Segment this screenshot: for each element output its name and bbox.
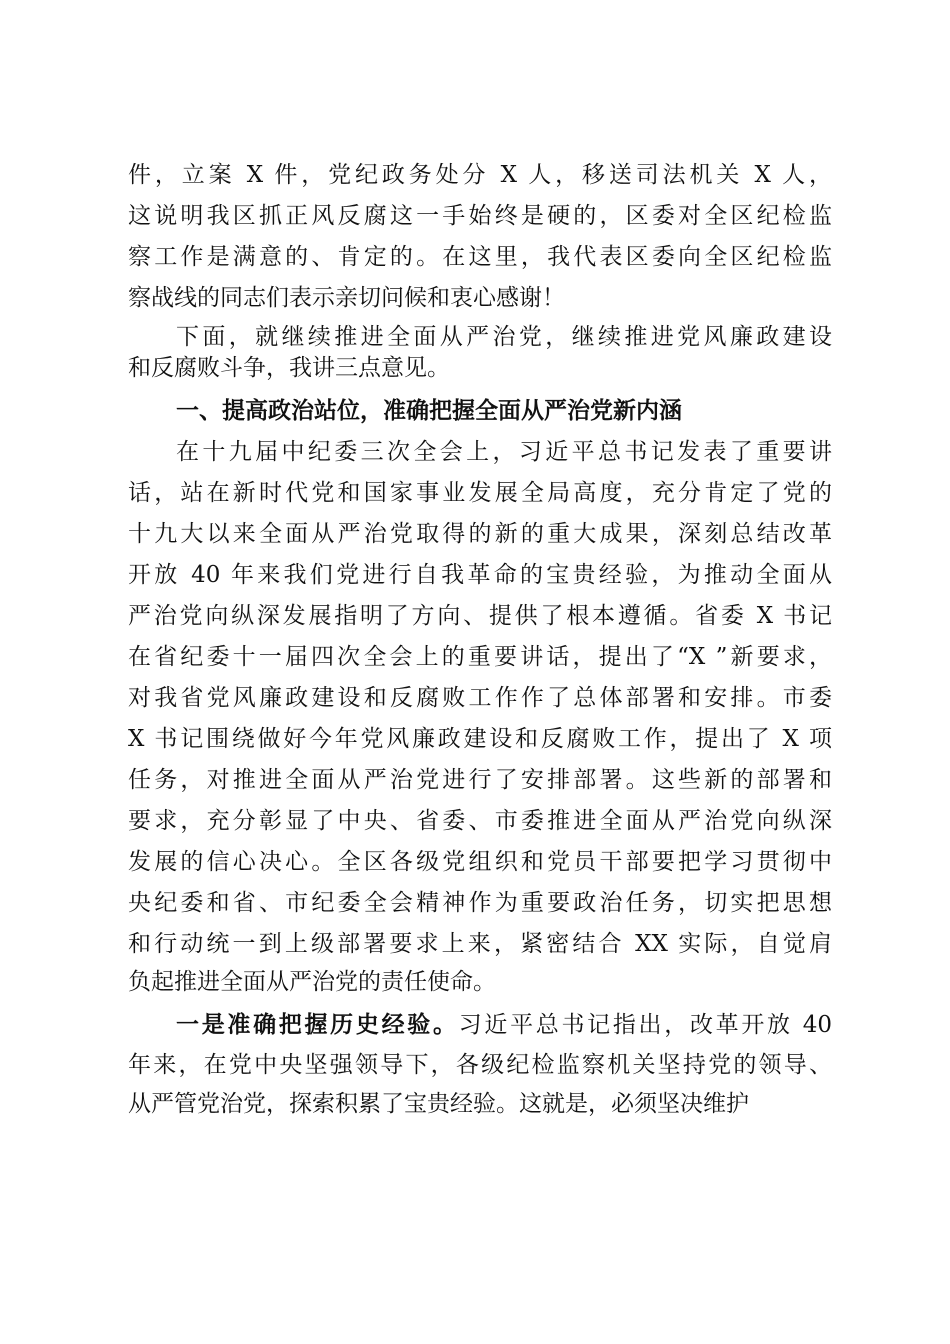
- text-line: 任务，对推进全面从严治党进行了安排部署。这些新的部署和: [128, 767, 832, 793]
- text-line: [176, 1005, 832, 1045]
- text-line: 央纪委和省、市纪委全会精神作为重要政治任务，切实把思想: [128, 890, 832, 916]
- text-line: 在十九届中纪委三次全会上，习近平总书记发表了重要讲: [176, 439, 832, 465]
- text-line: 这说明我区抓正风反腐这一手始终是硬的，区委对全区纪检监: [128, 203, 832, 229]
- text-line: 察战线的同志们表示亲切问候和衷心感谢！: [128, 285, 565, 311]
- text-line: 开放 40 年来我们党进行自我革命的宝贵经验，为推动全面从: [128, 562, 832, 588]
- section-heading: 一、提高政治站位，准确把握全面从严治党新内涵: [176, 398, 682, 424]
- text-line: X 书记围绕做好今年党风廉政建设和反腐败工作，提出了 X 项: [128, 726, 832, 752]
- text-line: 件，立案 X 件，党纪政务处分 X 人，移送司法机关 X 人，: [128, 162, 832, 188]
- text-line: 察工作是满意的、肯定的。在这里，我代表区委向全区纪检监: [128, 244, 832, 270]
- text-line: 负起推进全面从严治党的责任使命。: [128, 969, 496, 995]
- text-span: 习近平总书记指出，改革开放 40: [458, 1012, 832, 1038]
- text-line: 和行动统一到上级部署要求上来，紧密结合 XX 实际，自觉肩: [128, 931, 832, 957]
- text-line: 发展的信心决心。全区各级党组织和党员干部要把学习贯彻中: [128, 849, 832, 875]
- text-line: 要求，充分彰显了中央、省委、市委推进全面从严治党向纵深: [128, 808, 832, 834]
- text-line: 在省纪委十一届四次全会上的重要讲话，提出了“X ”新要求，: [128, 644, 832, 670]
- lead-bold-phrase: 一是准确把握历史经验。: [176, 1012, 459, 1038]
- text-line: 严治党向纵深发展指明了方向、提供了根本遵循。省委 X 书记: [128, 603, 832, 629]
- text-line: 年来，在党中央坚强领导下，各级纪检监察机关坚持党的领导、: [128, 1052, 832, 1078]
- text-line: 对我省党风廉政建设和反腐败工作作了总体部署和安排。市委: [128, 685, 832, 711]
- text-line: 十九大以来全面从严治党取得的新的重大成果，深刻总结改革: [128, 521, 832, 547]
- text-line: 话，站在新时代党和国家事业发展全局高度，充分肯定了党的: [128, 480, 832, 506]
- text-line: 从严管党治党，探索积累了宝贵经验。这就是，必须坚决维护: [128, 1091, 749, 1117]
- text-line: 和反腐败斗争，我讲三点意见。: [128, 355, 450, 381]
- text-line: 下面，就继续推进全面从严治党，继续推进党风廉政建设: [176, 324, 832, 350]
